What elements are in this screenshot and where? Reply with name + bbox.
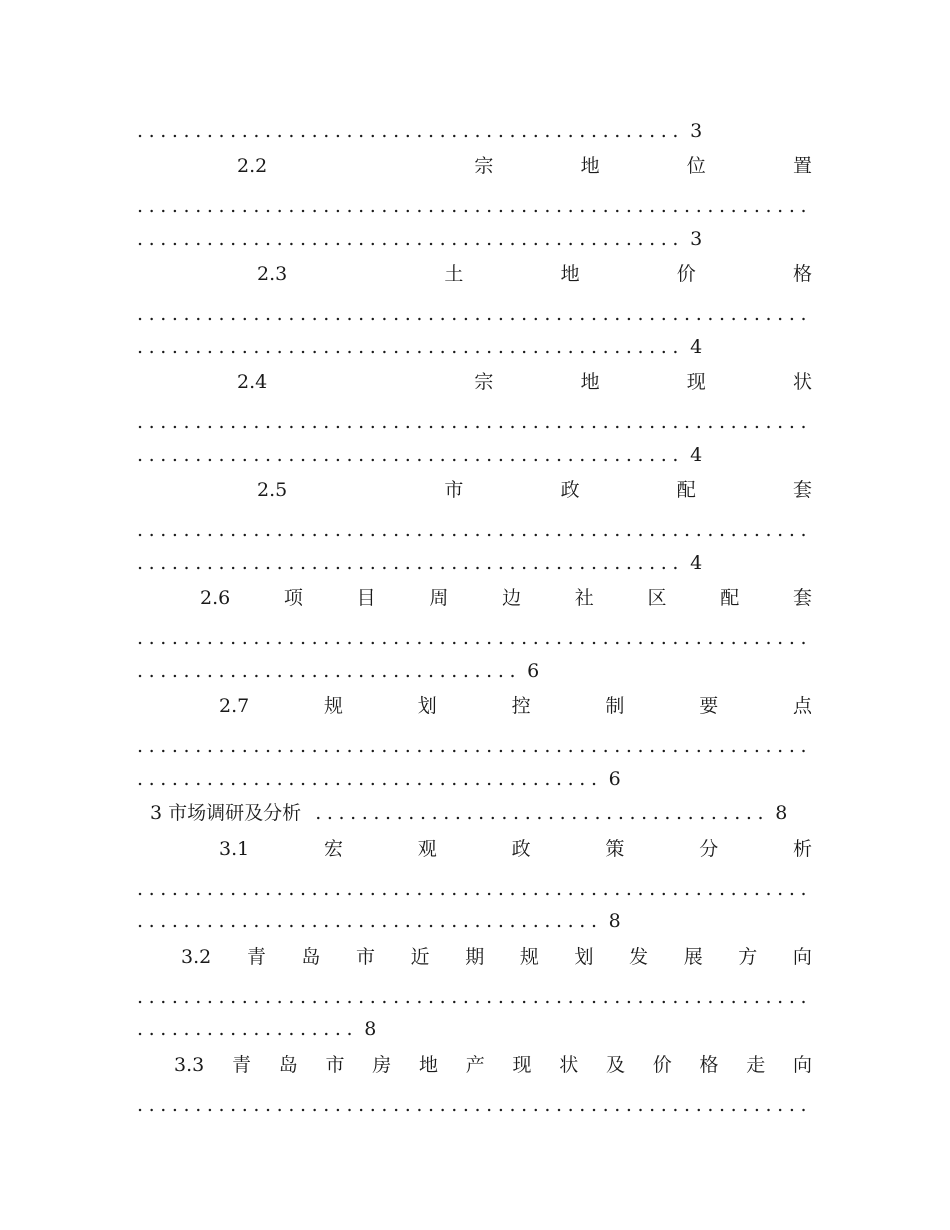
title-char: 状 [792, 371, 812, 393]
title-char: 策 [605, 838, 625, 860]
leader-dots: ....................................... [315, 802, 770, 824]
title-char: 走 [746, 1054, 766, 1076]
page-number: 8 [364, 1018, 377, 1040]
section-number: 2.3 [257, 263, 288, 285]
toc-page-line [137, 1018, 812, 1040]
leader-dots: ........................................ [137, 768, 603, 790]
toc-entry-2-6[interactable] [200, 587, 812, 609]
section-number: 2.7 [219, 695, 250, 717]
title-char: 分 [699, 838, 719, 860]
section-number: 2.5 [257, 479, 288, 501]
page-number: 4 [690, 444, 703, 466]
title-char: 周 [429, 587, 449, 609]
toc-entry-3-1[interactable] [219, 838, 812, 860]
page-number: 6 [527, 660, 540, 682]
toc-page-line [137, 660, 812, 682]
title-char: 边 [502, 587, 522, 609]
leader-dots: ................................. [137, 660, 522, 682]
toc-page-line [137, 444, 812, 466]
title-char: 项 [283, 587, 303, 609]
toc-page-line [137, 336, 812, 358]
title-char: 地 [580, 155, 600, 177]
toc-entry-3-2[interactable] [181, 946, 812, 968]
leader-dots: .......................................................... [137, 878, 812, 900]
title-char: 位 [686, 155, 706, 177]
page-number: 8 [608, 910, 621, 932]
section-number: 2.2 [237, 155, 268, 177]
leader-dots: .......................................................... [137, 303, 812, 325]
title-char: 展 [683, 946, 703, 968]
title-char: 置 [792, 155, 812, 177]
leader-dots: .......................................................... [137, 986, 812, 1008]
leader-dots: ............................................... [137, 228, 685, 250]
page-number: 6 [608, 768, 621, 790]
title-char: 期 [465, 946, 485, 968]
page-number: 4 [690, 336, 703, 358]
title-char: 划 [574, 946, 594, 968]
section-number: 3.2 [181, 946, 212, 968]
title-char: 市 [444, 479, 464, 501]
title-char: 近 [410, 946, 430, 968]
title-char: 套 [792, 479, 812, 501]
chapter-title: 3 市场调研及分析 [150, 802, 302, 824]
title-char: 套 [792, 587, 812, 609]
title-char: 规 [519, 946, 539, 968]
title-char: 产 [465, 1054, 485, 1076]
title-char: 政 [560, 479, 580, 501]
title-char: 青 [246, 946, 266, 968]
page-number: 4 [690, 552, 703, 574]
section-number: 3.3 [174, 1054, 205, 1076]
leader-dots: ........................................ [137, 910, 603, 932]
title-char: 制 [605, 695, 625, 717]
title-char: 社 [574, 587, 594, 609]
title-char: 房 [372, 1054, 392, 1076]
title-char: 现 [686, 371, 706, 393]
leader-dots: .......................................................... [137, 1094, 812, 1116]
title-char: 价 [652, 1054, 672, 1076]
title-char: 岛 [301, 946, 321, 968]
title-char: 格 [792, 263, 812, 285]
title-char: 宗 [474, 155, 494, 177]
toc-entry-3[interactable] [150, 802, 812, 824]
section-number: 3.1 [219, 838, 250, 860]
title-char: 地 [418, 1054, 438, 1076]
title-char: 配 [676, 479, 696, 501]
title-char: 析 [792, 838, 812, 860]
page-number: 3 [690, 228, 703, 250]
leader-dots: ............................................... [137, 120, 685, 142]
title-char: 政 [511, 838, 531, 860]
title-char: 发 [629, 946, 649, 968]
leader-dots: .......................................................... [137, 627, 812, 649]
title-char: 岛 [278, 1054, 298, 1076]
toc-entry-2-2[interactable] [237, 155, 812, 177]
leader-dots: .......................................................... [137, 735, 812, 757]
title-char: 土 [444, 263, 464, 285]
title-char: 配 [720, 587, 740, 609]
section-number: 2.6 [200, 587, 231, 609]
title-char: 市 [356, 946, 376, 968]
section-number: 2.4 [237, 371, 268, 393]
title-char: 现 [512, 1054, 532, 1076]
leader-dots: .......................................................... [137, 411, 812, 433]
page-number: 3 [690, 120, 703, 142]
title-char: 市 [325, 1054, 345, 1076]
title-char: 方 [738, 946, 758, 968]
toc-entry-2-3[interactable] [257, 263, 812, 285]
title-char: 区 [647, 587, 667, 609]
toc-entry-2-7[interactable] [219, 695, 812, 717]
title-char: 观 [417, 838, 437, 860]
title-char: 目 [356, 587, 376, 609]
title-char: 宏 [324, 838, 344, 860]
title-char: 向 [792, 946, 812, 968]
toc-page-line [137, 228, 812, 250]
toc-page-line [137, 910, 812, 932]
toc-entry-3-3[interactable] [174, 1054, 812, 1076]
title-char: 价 [676, 263, 696, 285]
title-char: 点 [792, 695, 812, 717]
title-char: 向 [792, 1054, 812, 1076]
title-char: 地 [580, 371, 600, 393]
title-char: 控 [511, 695, 531, 717]
toc-page-line [137, 768, 812, 790]
title-char: 规 [324, 695, 344, 717]
leader-dots: .......................................................... [137, 519, 812, 541]
leader-dots: ................... [137, 1018, 359, 1040]
toc-entry-2-4[interactable] [237, 371, 812, 393]
title-char: 状 [559, 1054, 579, 1076]
leader-dots: .......................................................... [137, 195, 812, 217]
page-number: 8 [775, 802, 788, 824]
title-char: 青 [231, 1054, 251, 1076]
title-char: 地 [560, 263, 580, 285]
title-char: 要 [699, 695, 719, 717]
title-char: 及 [605, 1054, 625, 1076]
title-char: 宗 [474, 371, 494, 393]
toc-page-line [137, 552, 812, 574]
leader-dots: ............................................... [137, 444, 685, 466]
title-char: 格 [699, 1054, 719, 1076]
leader-dots: ............................................... [137, 552, 685, 574]
toc-entry-2-5[interactable] [257, 479, 812, 501]
leader-dots: ............................................... [137, 336, 685, 358]
toc-continuation [137, 120, 812, 142]
title-char: 划 [417, 695, 437, 717]
